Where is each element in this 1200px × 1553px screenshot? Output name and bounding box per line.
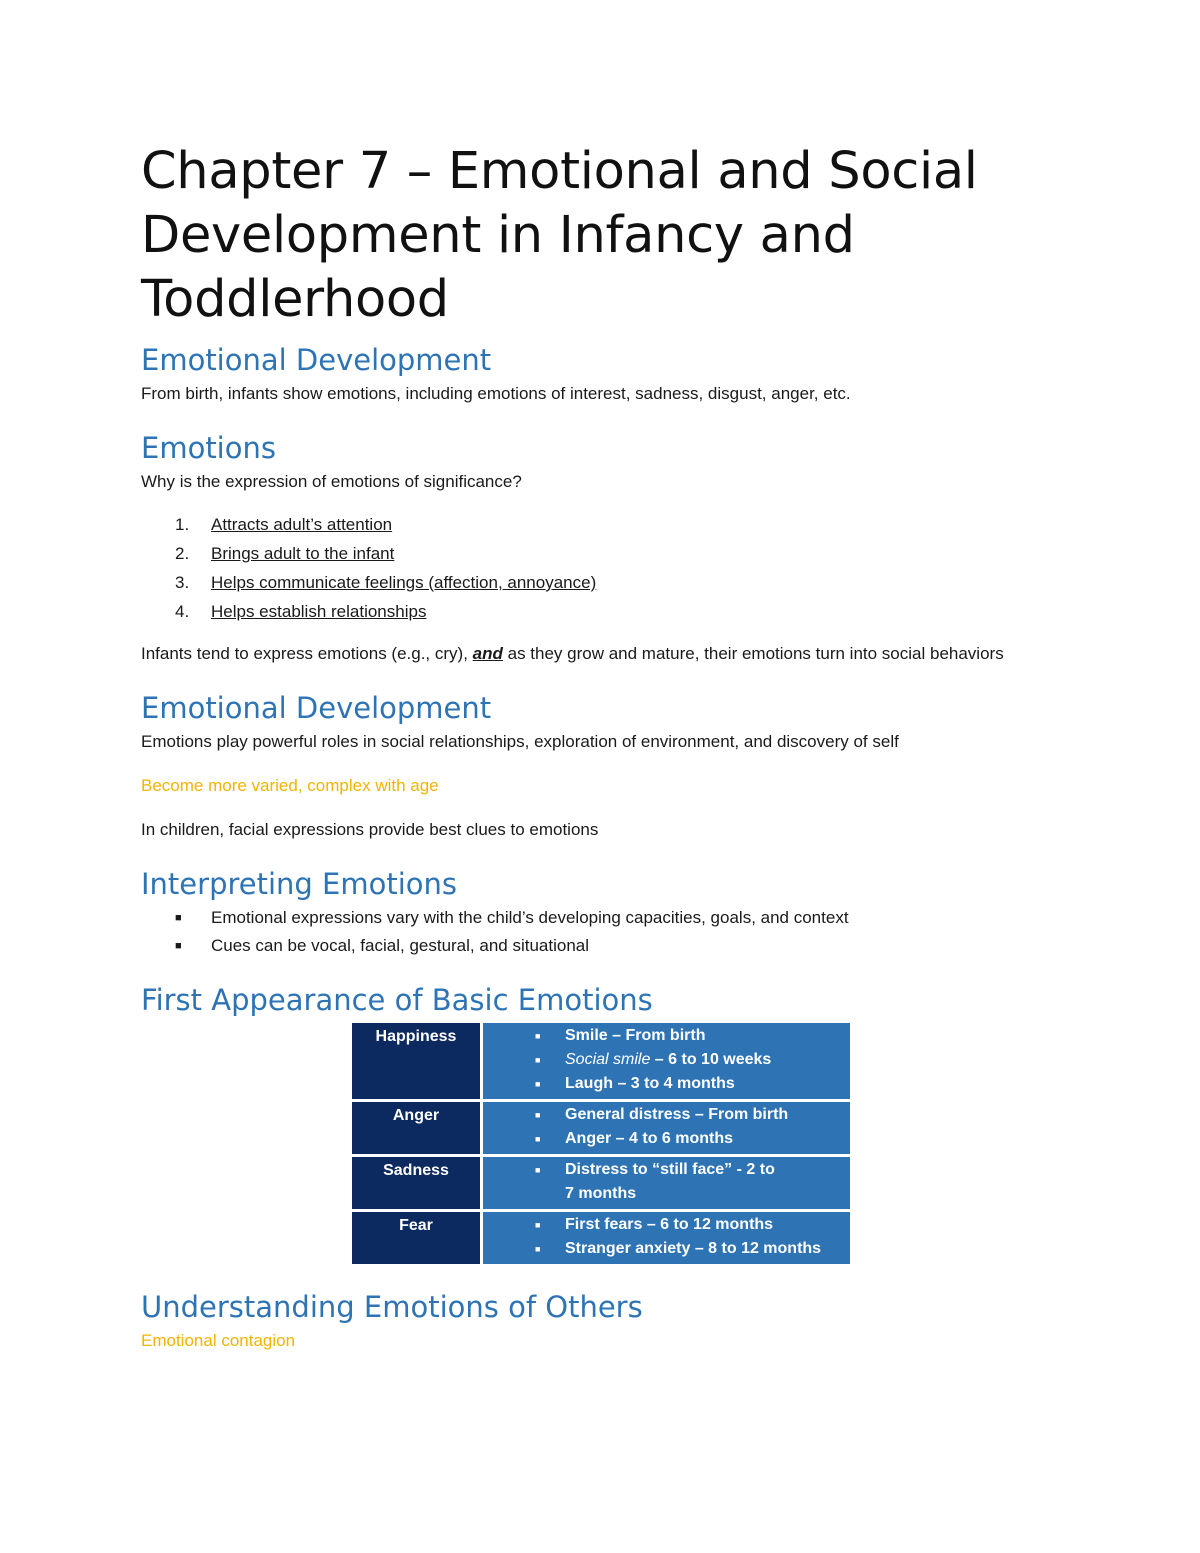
table-row	[352, 1157, 850, 1209]
bullet-text: First fears – 6 to 12 months	[565, 1216, 774, 1233]
row-values	[483, 1023, 850, 1099]
bullet-square-icon: ■	[175, 912, 182, 924]
document-page	[141, 140, 1071, 1355]
bullet-text: Cues can be vocal, facial, gestural, and situational	[211, 936, 590, 955]
page-title: Chapter 7 – Emotional and Social Development in Infancy and Toddlerhood	[141, 142, 978, 329]
bullet-item	[487, 1103, 844, 1127]
list-item-text: Helps establish relationships	[211, 602, 427, 621]
paragraph-from-birth: From birth, infants show emotions, including emotions of interest, sadness, disgust, anger, etc.	[141, 384, 851, 403]
bullet-square-icon: ■	[175, 940, 182, 952]
list-item-text: Brings adult to the infant	[211, 544, 395, 563]
list-item-text: Helps communicate feelings (affection, annoyance)	[211, 573, 597, 592]
row-label-anger: Anger	[352, 1102, 480, 1154]
row-label-happiness: Happiness	[352, 1023, 480, 1099]
list-item	[141, 539, 1071, 568]
bullet-text: – 6 to 10 weeks	[650, 1051, 772, 1068]
text-run: as they grow and mature, their emotions turn into social behaviors	[502, 644, 1004, 663]
bullet-text: Laugh – 3 to 4 months	[565, 1075, 735, 1092]
heading-interpreting-emotions: Interpreting Emotions	[141, 867, 458, 901]
heading-emotional-development-2: Emotional Development	[141, 691, 492, 725]
table-row	[352, 1023, 850, 1099]
bullet-item	[487, 1158, 844, 1206]
bullet-square-icon: ■	[535, 1031, 541, 1041]
text-run: Infants tend to express emotions (e.g., cry),	[141, 644, 473, 663]
bullet-text: Stranger anxiety – 8 to 12 months	[565, 1240, 822, 1257]
bullet-text: Emotional expressions vary with the child’s developing capacities, goals, and context	[211, 908, 849, 927]
basic-emotions-table	[349, 1020, 853, 1267]
bullet-text: Smile – From birth	[565, 1027, 706, 1044]
bullet-square-icon: ■	[535, 1110, 541, 1120]
bullet-square-icon: ■	[535, 1079, 541, 1089]
bullet-text: General distress – From birth	[565, 1106, 789, 1123]
bullet-item	[487, 1213, 844, 1237]
row-label-fear: Fear	[352, 1212, 480, 1264]
paragraph-facial-expressions: In children, facial expressions provide best clues to emotions	[141, 820, 599, 839]
list-item	[141, 510, 1071, 539]
list-number: 1.	[175, 515, 190, 534]
bullet-square-icon: ■	[535, 1134, 541, 1144]
bullet-item	[487, 1237, 844, 1261]
bullet-item	[487, 1024, 844, 1048]
bullet-item	[141, 932, 1071, 960]
list-number: 3.	[175, 573, 190, 592]
bullet-square-icon: ■	[535, 1165, 541, 1175]
paragraph-infants-express	[141, 640, 1071, 668]
table-row	[352, 1212, 850, 1264]
heading-emotional-development-1: Emotional Development	[141, 343, 492, 377]
paragraph-emotional-contagion: Emotional contagion	[141, 1331, 296, 1350]
paragraph-powerful-roles: Emotions play powerful roles in social relationships, exploration of environment, and discovery of self	[141, 732, 899, 751]
bullet-text: Distress to “still face” - 2 to 7 months	[565, 1161, 775, 1202]
row-values	[483, 1212, 850, 1264]
bullet-item	[487, 1048, 844, 1072]
bullet-text-italic: Social smile	[565, 1051, 651, 1068]
list-number: 4.	[175, 602, 190, 621]
bullet-item	[141, 904, 1071, 932]
bullet-square-icon: ■	[535, 1220, 541, 1230]
interpreting-bullets	[141, 904, 1071, 960]
table-row	[352, 1102, 850, 1154]
heading-emotions: Emotions	[141, 431, 276, 465]
list-number: 2.	[175, 544, 190, 563]
row-values	[483, 1102, 850, 1154]
heading-first-appearance: First Appearance of Basic Emotions	[141, 983, 653, 1017]
paragraph-varied-complex: Become more varied, complex with age	[141, 776, 439, 795]
bullet-square-icon: ■	[535, 1055, 541, 1065]
bullet-item	[487, 1072, 844, 1096]
emphasis-and: and	[472, 644, 503, 663]
row-label-sadness: Sadness	[352, 1157, 480, 1209]
list-item-text: Attracts adult’s attention	[211, 515, 393, 534]
list-item	[141, 597, 1071, 626]
bullet-text: Anger – 4 to 6 months	[565, 1130, 734, 1147]
significance-list	[141, 510, 1071, 626]
heading-understanding-others: Understanding Emotions of Others	[141, 1290, 643, 1324]
row-values	[483, 1157, 850, 1209]
bullet-square-icon: ■	[535, 1244, 541, 1254]
list-item	[141, 568, 1071, 597]
paragraph-question: Why is the expression of emotions of significance?	[141, 472, 522, 491]
bullet-item	[487, 1127, 844, 1151]
